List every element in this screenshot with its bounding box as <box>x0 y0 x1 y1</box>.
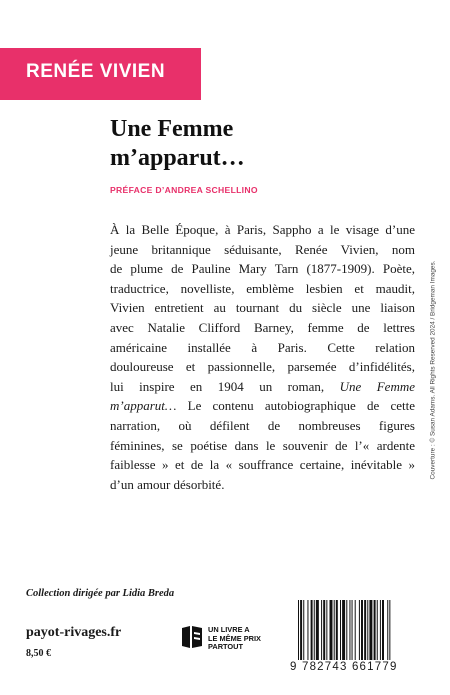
isbn-barcode <box>298 600 410 660</box>
barcode-bar <box>389 600 390 660</box>
blurb-line: faiblesse » et de la « souffrance certaine, inévitable » <box>110 457 415 473</box>
blurb-italic-title: Une Femme <box>339 378 416 394</box>
fixed-price-line: PARTOUT <box>208 642 244 652</box>
barcode-bar <box>380 600 381 660</box>
cover-image-credit: Couverture : © Susan Adams. All Rights Reserved 2024 / Bridgeman Images. <box>429 260 437 480</box>
blurb-line: américaine installée à Paris. Cette relation <box>110 339 415 355</box>
preface-credit: PRÉFACE D’ANDREA SCHELLINO <box>110 185 258 195</box>
barcode-bar <box>387 600 388 660</box>
barcode-bar <box>326 600 327 660</box>
blurb-line: Vivien entretient au tournant du siècle une liaison <box>110 300 415 316</box>
barcode-bar <box>336 600 338 660</box>
book-price: 8,50 € <box>26 648 51 659</box>
barcode-bar <box>321 600 322 660</box>
barcode-bar <box>346 600 347 660</box>
barcode-bar <box>369 600 372 660</box>
book-title <box>110 115 410 173</box>
fixed-price-notice <box>208 626 278 652</box>
barcode-bar <box>340 600 341 660</box>
collection-editor: Collection dirigée par Lidia Breda <box>26 588 175 599</box>
blurb-line: traductrice, novelliste, emblème lesbien et maudit, <box>110 280 415 296</box>
blurb-line: jeune britannique séduisante, Renée Vivien, nom <box>110 241 415 257</box>
barcode-bar <box>359 600 360 660</box>
book-title-line-1: Une Femme <box>110 116 234 142</box>
barcode-bar <box>323 600 325 660</box>
barcode-bar <box>349 600 350 660</box>
blurb-line: d’un amour désorbité. <box>110 476 225 492</box>
barcode-bar <box>300 600 302 660</box>
fixed-price-line: LE MÊME PRIX <box>208 633 261 643</box>
blurb-text: lui inspire en 1904 un roman, <box>110 378 325 394</box>
barcode-bar <box>316 600 319 660</box>
blurb-line: douloureuse et passionnelle, parsemée d’infidélités, <box>110 359 415 375</box>
blurb-line <box>110 396 415 416</box>
barcode-bar <box>382 600 384 660</box>
fixed-price-line: UN LIVRE A <box>208 625 250 634</box>
blurb-text: Le contenu autobiographique de cette <box>176 398 415 414</box>
barcode-bar <box>298 600 299 660</box>
barcode-bar <box>311 600 313 660</box>
back-cover-blurb <box>110 220 415 494</box>
barcode-bar <box>361 600 363 660</box>
isbn-number: 9 782743 661779 <box>290 661 398 673</box>
blurb-italic-title: m’apparut… <box>110 398 177 414</box>
publisher-website: payot-rivages.fr <box>26 625 122 640</box>
barcode-bar <box>303 600 304 660</box>
book-price-logo-icon <box>180 624 204 650</box>
blurb-line: narration, où défilent de nombreuses figures <box>110 417 415 433</box>
barcode-bar <box>314 600 315 660</box>
barcode-bar <box>307 600 308 660</box>
blurb-line: de plume de Pauline Mary Tarn (1877-1909). Poète, <box>110 261 415 277</box>
blurb-line <box>110 377 415 397</box>
blurb-line: avec Natalie Clifford Barney, femme de lettres <box>110 319 415 335</box>
blurb-line: féminines, se poétise dans le souvenir de l’« ardente <box>110 437 415 453</box>
barcode-bar <box>352 600 353 660</box>
barcode-bar <box>364 600 366 660</box>
blurb-line: À la Belle Époque, à Paris, Sappho a le visage d’une <box>110 222 415 237</box>
barcode-bar <box>374 600 376 660</box>
barcode-bar <box>367 600 368 660</box>
book-title-line-2: m’apparut… <box>110 145 245 171</box>
barcode-bar <box>330 600 333 660</box>
barcode-bar <box>377 600 378 660</box>
barcode-bar <box>355 600 356 660</box>
barcode-bar <box>334 600 335 660</box>
author-name: RENÉE VIVIEN <box>26 61 166 82</box>
barcode-bar <box>342 600 345 660</box>
